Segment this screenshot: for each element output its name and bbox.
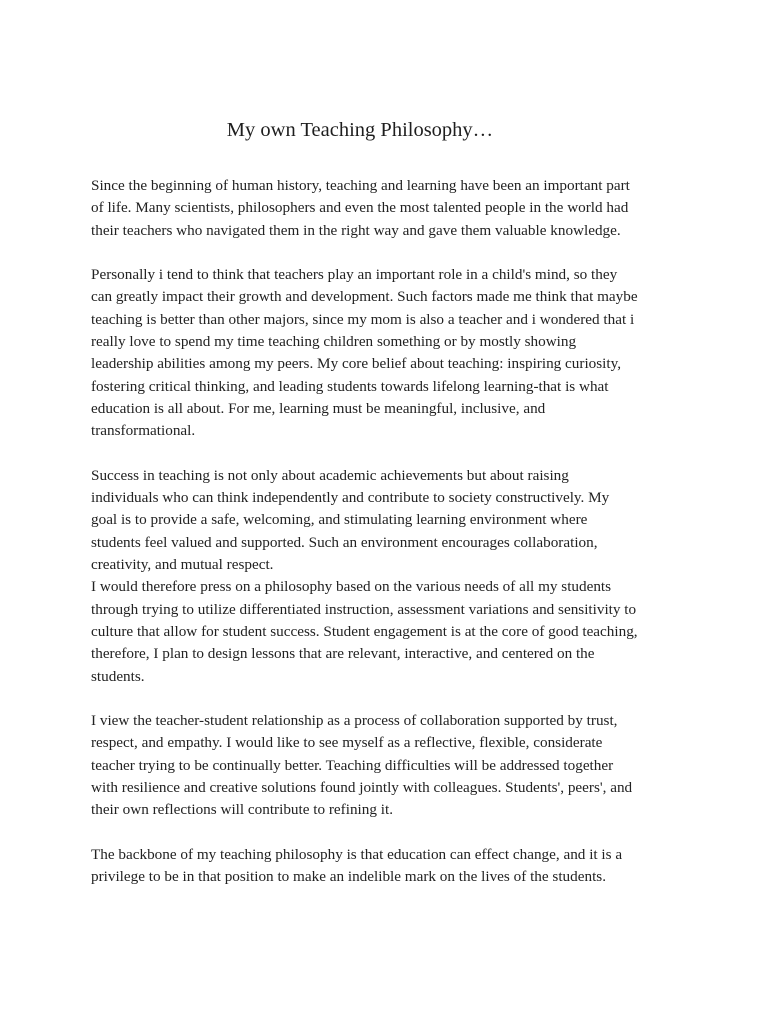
text-line: individuals who can think independently and contribute to society constructively. My — [91, 489, 610, 507]
text-line: goal is to provide a safe, welcoming, and stimulating learning environment where — [91, 511, 588, 529]
text-line: with resilience and creative solutions found jointly with colleagues. Students', peers', and — [91, 779, 633, 797]
paragraph-1 — [91, 175, 691, 242]
text-line: can greatly impact their growth and development. Such factors made me think that maybe — [91, 288, 638, 306]
text-line: through trying to utilize differentiated instruction, assessment variations and sensitivity to — [91, 600, 637, 618]
text-line: The backbone of my teaching philosophy is that education can effect change, and it is a — [91, 845, 623, 863]
document-title: My own Teaching Philosophy… — [226, 119, 494, 141]
document-body — [91, 175, 691, 889]
text-line: Personally i tend to think that teachers play an important role in a child's mind, so they — [91, 266, 618, 284]
paragraph-spacer — [91, 688, 691, 710]
text-line: students. — [91, 667, 145, 685]
text-line: culture that allow for student success. Student engagement is at the core of good teaching, — [91, 622, 638, 640]
paragraph-2 — [91, 264, 691, 442]
paragraph-spacer — [91, 822, 691, 844]
text-line: Since the beginning of human history, teaching and learning have been an important part — [91, 177, 630, 194]
text-line: creativity, and mutual respect. — [91, 556, 274, 574]
text-line: privilege to be in that position to make an indelible mark on the lives of the students. — [91, 868, 607, 886]
text-line: students feel valued and supported. Such an environment encourages collaboration, — [91, 533, 598, 551]
paragraph-5 — [91, 844, 691, 889]
text-line: teaching is better than other majors, since my mom is also a teacher and i wondered that i — [91, 310, 635, 328]
paragraph-4 — [91, 710, 691, 821]
text-line: I view the teacher-student relationship as a process of collaboration supported by trust, — [91, 712, 618, 730]
text-line: therefore, I plan to design lessons that are relevant, interactive, and centered on the — [91, 645, 595, 663]
text-line: Success in teaching is not only about academic achievements but about raising — [91, 466, 569, 484]
paragraph-spacer — [91, 242, 691, 264]
text-line: I would therefore press on a philosophy based on the various needs of all my students — [91, 578, 612, 596]
text-line: fostering critical thinking, and leading students towards lifelong learning-that is what — [91, 377, 609, 395]
paragraph-spacer — [91, 443, 691, 465]
text-line: teacher trying to be continually better. Teaching difficulties will be addressed together — [91, 756, 614, 774]
text-line: really love to spend my time teaching children something or by mostly showing — [91, 333, 577, 351]
text-line: education is all about. For me, learning must be meaningful, inclusive, and — [91, 399, 546, 417]
text-line: of life. Many scientists, philosophers and even the most talented people in the world had — [91, 199, 629, 217]
text-line: leadership abilities among my peers. My core belief about teaching: inspiring curiosity, — [91, 355, 622, 373]
text-line: their own reflections will contribute to refining it. — [91, 801, 393, 819]
paragraph-3 — [91, 465, 691, 688]
text-line: respect, and empathy. I would like to see myself as a reflective, flexible, considerate — [91, 734, 603, 752]
text-line: transformational. — [91, 422, 196, 440]
text-line: their teachers who navigated them in the right way and gave them valuable knowledge. — [91, 221, 621, 239]
